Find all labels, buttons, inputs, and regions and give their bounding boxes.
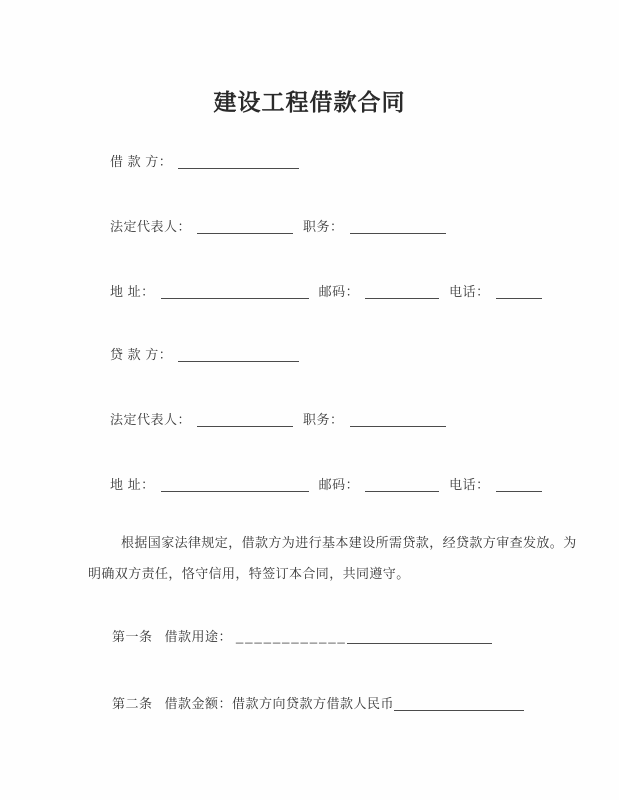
position-label: 职务： bbox=[303, 219, 344, 234]
position-blank-line bbox=[350, 413, 446, 427]
document-title: 建设工程借款合同 bbox=[213, 89, 406, 115]
borrower-legal-rep-row bbox=[110, 216, 446, 235]
position-blank-line bbox=[350, 220, 446, 234]
position-label: 职务： bbox=[303, 412, 344, 427]
address-blank-line bbox=[161, 478, 309, 492]
legal-rep-label: 法定代表人： bbox=[110, 412, 192, 427]
clause-1-underscore-blank: ____________ bbox=[236, 629, 347, 644]
clause-2-blank-line bbox=[394, 697, 524, 711]
preamble-paragraph bbox=[88, 527, 577, 589]
phone-label: 电话： bbox=[449, 284, 490, 299]
lender-legal-rep-row bbox=[110, 409, 446, 428]
clause-1-heading: 第一条 bbox=[112, 629, 153, 644]
phone-blank-line bbox=[496, 285, 542, 299]
clause-1-label: 借款用途： bbox=[164, 629, 233, 644]
phone-blank-line bbox=[496, 478, 542, 492]
lender-name-blank-line bbox=[178, 348, 299, 362]
legal-rep-blank-line bbox=[197, 413, 293, 427]
clause-2-label: 借款金额： bbox=[164, 696, 233, 711]
borrower-row bbox=[110, 151, 299, 170]
address-label: 地 址： bbox=[110, 284, 155, 299]
postcode-blank-line bbox=[365, 478, 439, 492]
clause-2-heading: 第二条 bbox=[112, 696, 153, 711]
lender-address-row bbox=[110, 474, 542, 493]
borrower-label: 借 款 方： bbox=[110, 154, 173, 169]
clause-1-blank-line bbox=[347, 630, 492, 644]
preamble-line-2: 明确双方责任，恪守信用，特签订本合同，共同遵守。 bbox=[88, 566, 410, 581]
clause-2-body-text: 借款方向贷款方借款人民币 bbox=[232, 696, 395, 711]
address-label: 地 址： bbox=[110, 477, 155, 492]
postcode-label: 邮码： bbox=[318, 284, 360, 299]
lender-label: 贷 款 方： bbox=[110, 347, 173, 362]
clause-1-loan-purpose bbox=[112, 626, 492, 645]
lender-row bbox=[110, 344, 299, 363]
borrower-address-row bbox=[110, 281, 542, 300]
phone-label: 电话： bbox=[449, 477, 490, 492]
postcode-blank-line bbox=[365, 285, 439, 299]
postcode-label: 邮码： bbox=[318, 477, 360, 492]
preamble-line-1: 根据国家法律规定，借款方为进行基本建设所需贷款，经贷款方审查发放。为 bbox=[121, 535, 577, 550]
legal-rep-label: 法定代表人： bbox=[110, 219, 192, 234]
borrower-name-blank-line bbox=[178, 155, 299, 169]
legal-rep-blank-line bbox=[197, 220, 293, 234]
clause-2-loan-amount bbox=[112, 693, 524, 712]
address-blank-line bbox=[161, 285, 309, 299]
